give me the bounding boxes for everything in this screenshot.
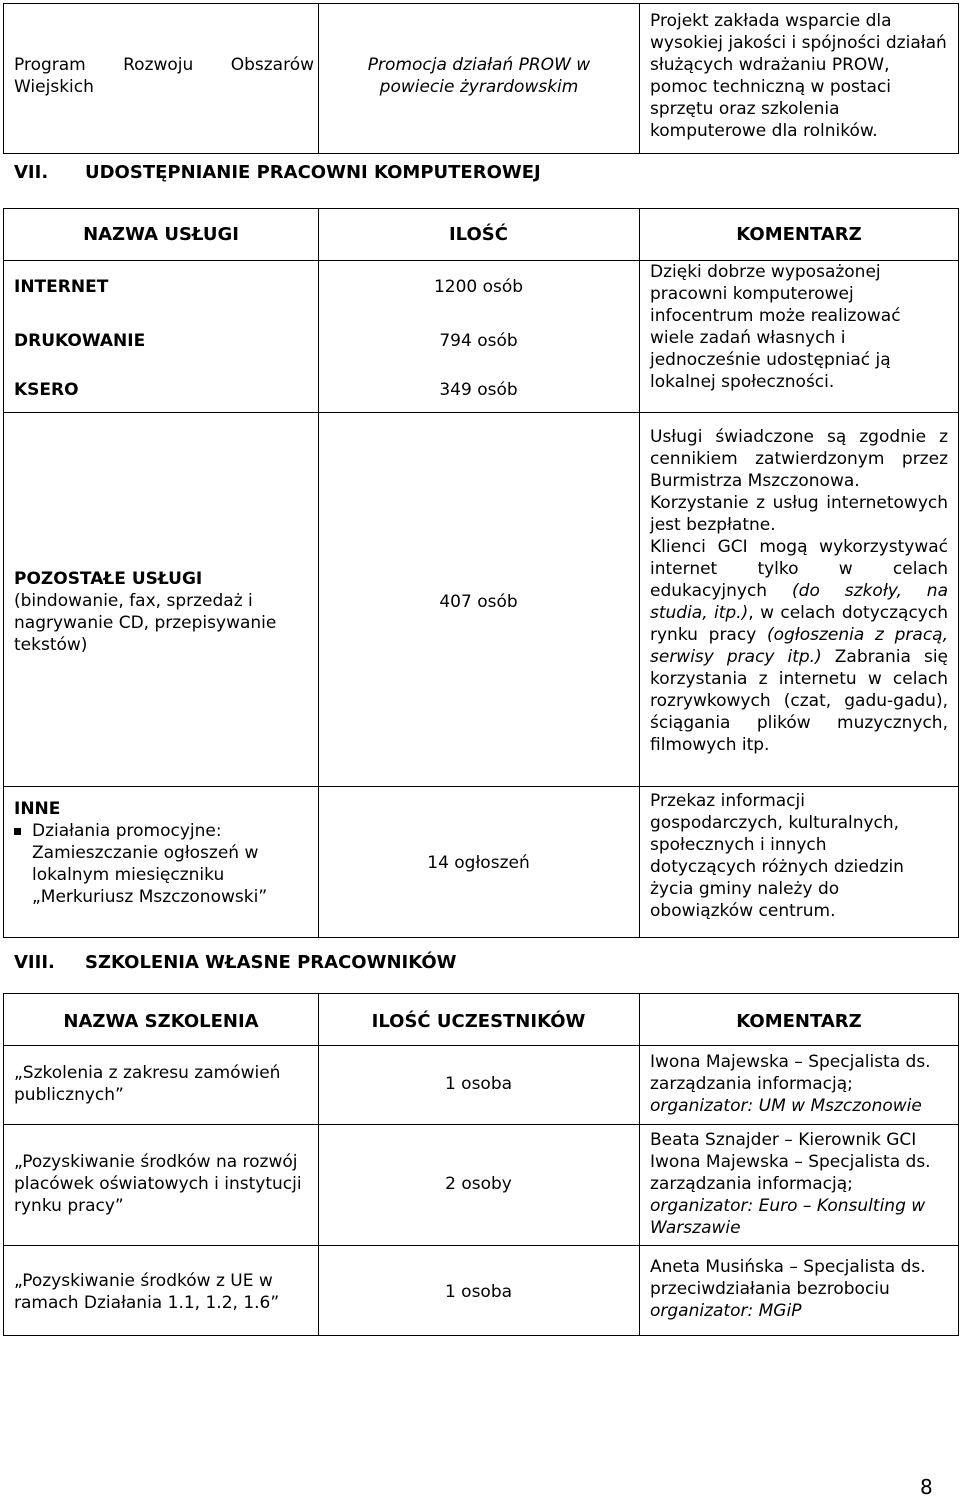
table-border (3, 1245, 959, 1246)
promo-activity: Działania promocyjne: Zamieszczanie ogłoszeń w lokalnym miesięczniku „Merkuriusz Mszczonowski” (14, 820, 310, 908)
section-title: SZKOLENIA WŁASNE PRACOWNIKÓW (85, 952, 457, 973)
training-qty: 1 osoba (444, 1074, 513, 1094)
page-number: 8 (920, 1475, 933, 1499)
table-border (958, 993, 959, 1336)
column-header: NAZWA USŁUGI (83, 224, 239, 245)
table-border (3, 3, 4, 154)
table-border (3, 208, 959, 209)
other-services (14, 568, 314, 656)
service-comment: Dzięki dobrze wyposażonej pracowni komputerowej infocentrum może realizować wiele zadań własnych i jednocześnie udostępniać ją lokalnej społeczności. (650, 262, 901, 392)
training-qty: 1 osoba (444, 1282, 513, 1302)
section-title: UDOSTĘPNIANIE PRACOWNI KOMPUTEROWEJ (85, 162, 541, 183)
column-header: KOMENTARZ (736, 224, 862, 245)
other-services-detail: (bindowanie, fax, sprzedaż i nagrywanie CD, przepisywanie tekstów) (14, 591, 277, 655)
training-comment: Aneta Musińska – Specjalista ds. przeciwdziałania bezrobociu organizator: MGiP (650, 1256, 946, 1322)
training-name: „Szkolenia z zakresu zamówień publicznych” (14, 1063, 281, 1105)
table-border (639, 993, 640, 1336)
project-title: Promocja działań PROW w powiecie żyrardowskim (367, 55, 591, 97)
training-qty: 2 osoby (445, 1174, 512, 1194)
table-border (3, 993, 959, 994)
table-border (3, 1045, 959, 1046)
column-header: ILOŚĆ (448, 224, 508, 245)
table-border (639, 3, 640, 154)
service-name: KSERO (14, 380, 79, 400)
service-qty: 794 osób (439, 331, 518, 351)
table-border (3, 3, 959, 4)
training-comment: Beata Sznajder – Kierownik GCI Iwona Majewska – Specjalista ds. zarządzania informacją; organizator: Euro – Konsulting w Warszawie (650, 1129, 946, 1239)
table-border (318, 208, 319, 938)
table-border (3, 1335, 959, 1336)
service-name: INTERNET (14, 277, 109, 297)
table-border (3, 993, 4, 1336)
section-number: VII. (14, 162, 49, 183)
training-organizer: organizator: MGiP (650, 1301, 802, 1321)
table-border (318, 3, 319, 154)
other-services-title: POZOSTAŁE USŁUGI (14, 569, 203, 589)
table-border (3, 153, 959, 154)
training-organizer: organizator: Euro – Konsulting w Warszawie (650, 1196, 926, 1238)
table-border (3, 208, 4, 938)
service-qty: 407 osób (439, 592, 518, 612)
table-border (639, 208, 640, 938)
other-activities (14, 798, 310, 908)
table-border (3, 786, 959, 787)
section-number: VIII. (14, 952, 55, 973)
table-border (958, 208, 959, 938)
service-name: DRUKOWANIE (14, 331, 146, 351)
service-qty: 1200 osób (433, 277, 524, 297)
training-organizer: organizator: UM w Mszczonowie (650, 1096, 922, 1116)
training-name: „Pozyskiwanie środków na rozwój placówek oświatowych i instytucji rynku pracy” (14, 1152, 302, 1216)
project-description: Projekt zakłada wsparcie dla wysokiej jakości i spójności działań służących wdrażaniu PROW, pomoc techniczną w postaci sprzętu oraz szkolenia komputerowe dla rolników. (650, 11, 947, 141)
table-border (958, 3, 959, 154)
column-header: NAZWA SZKOLENIA (63, 1011, 259, 1032)
table-border (3, 1124, 959, 1125)
program-name: Program Rozwoju Obszarów Wiejskich (14, 55, 314, 97)
service-comment: Usługi świadczone są zgodnie z cennikiem zatwierdzonym przez Burmistrza Mszczonowa. Korzystanie z usług internetowych jest bezpłatne. Klienci GCI mogą wykorzystywać internet tylko w celach edukacyjnych (do szkoły, na studia, itp.), w celach dotyczących rynku pracy (ogłoszenia z pracą, serwisy pracy itp.) Zabrania się korzystania z internetu w celach rozrywkowych (czat, gadu-gadu), ściągania plików muzycznych, filmowych itp. (650, 427, 948, 755)
service-qty: 14 ogłoszeń (427, 853, 530, 873)
other-activities-title: INNE (14, 799, 61, 819)
service-qty: 349 osób (439, 380, 518, 400)
table-border (3, 937, 959, 938)
column-header: ILOŚĆ UCZESTNIKÓW (371, 1011, 586, 1032)
column-header: KOMENTARZ (736, 1011, 862, 1032)
training-name: „Pozyskiwanie środków z UE w ramach Działania 1.1, 1.2, 1.6” (14, 1271, 280, 1313)
service-comment: Przekaz informacji gospodarczych, kulturalnych, społecznych i innych dotyczących różnych dziedzin życia gminy należy do obowiązków centrum. (650, 791, 904, 921)
training-comment: Iwona Majewska – Specjalista ds. zarządzania informacją; organizator: UM w Mszczonowie (650, 1051, 946, 1117)
table-border (3, 412, 959, 413)
